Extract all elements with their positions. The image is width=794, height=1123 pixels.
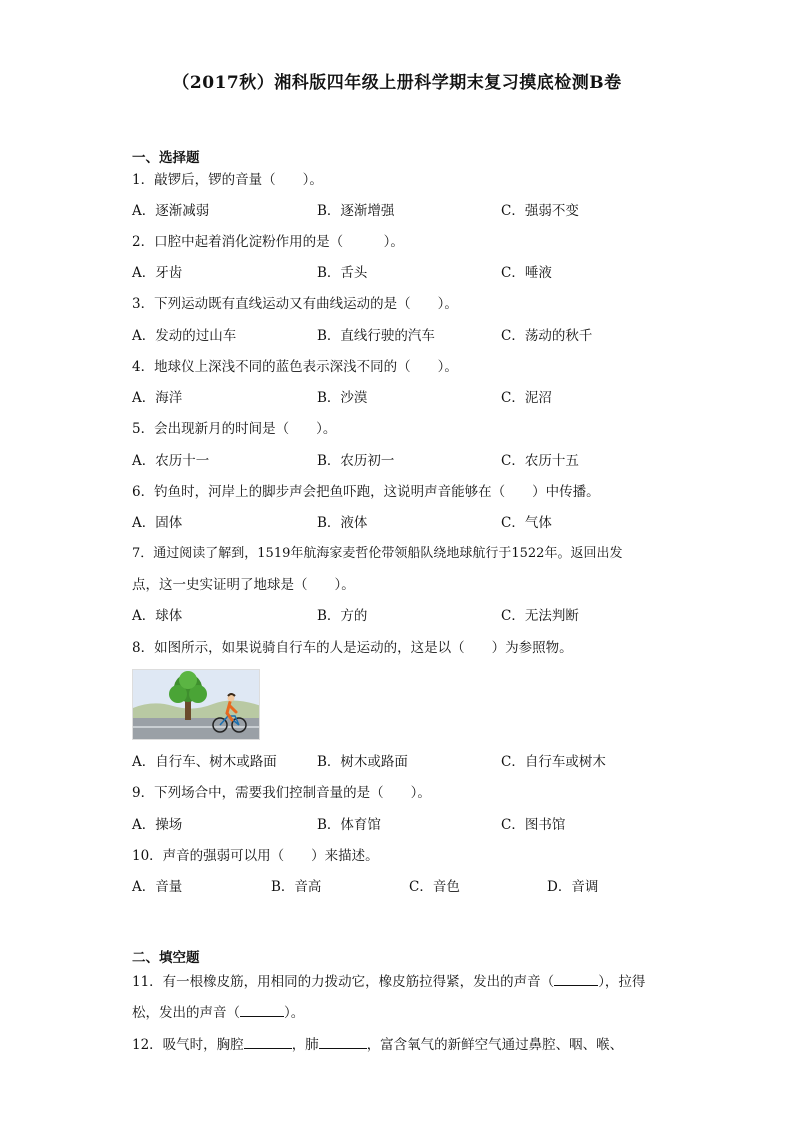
q6-option-a[interactable]: A．固体	[132, 515, 183, 531]
q7-option-c[interactable]: C．无法判断	[501, 608, 579, 624]
q12-text-b: ，肺	[291, 1037, 319, 1053]
q11-text-a: 11．有一根橡皮筋，用相同的力拨动它，橡皮筋拉得紧，发出的声音（	[132, 974, 555, 990]
question-12	[132, 1034, 662, 1055]
q1-option-a[interactable]: A．逐渐减弱	[132, 203, 210, 219]
question-11	[132, 971, 662, 992]
q3-option-c[interactable]: C．荡动的秋千	[501, 328, 593, 344]
q4-option-c[interactable]: C．泥沼	[501, 390, 552, 406]
q7-option-b[interactable]: B．方的	[317, 608, 368, 624]
question-10: 10．声音的强弱可以用（ ）来描述。	[132, 848, 379, 864]
q12-text-c: ，富含氧气的新鲜空气通过鼻腔、咽、喉、	[366, 1037, 624, 1053]
q9-option-a[interactable]: A．操场	[132, 817, 183, 833]
q4-option-a[interactable]: A．海洋	[132, 390, 183, 406]
q8-option-a[interactable]: A．自行车、树木或路面	[132, 754, 277, 770]
q8-option-c[interactable]: C．自行车或树木	[501, 754, 606, 770]
q12-blank-2[interactable]	[319, 1034, 367, 1049]
q9-option-c[interactable]: C．图书馆	[501, 817, 566, 833]
question-9: 9．下列场合中，需要我们控制音量的是（ ）。	[132, 785, 431, 801]
q2-option-a[interactable]: A．牙齿	[132, 265, 183, 281]
cyclist-illustration	[133, 670, 260, 740]
q9-option-b[interactable]: B．体育馆	[317, 817, 381, 833]
section-heading-choice: 一、选择题	[132, 150, 200, 166]
question-4: 4．地球仪上深浅不同的蓝色表示深浅不同的（ ）。	[132, 359, 458, 375]
q5-option-a[interactable]: A．农历十一	[132, 453, 210, 469]
q11-text-c: 松，发出的声音（	[132, 1005, 240, 1021]
q3-option-b[interactable]: B．直线行驶的汽车	[317, 328, 435, 344]
q10-option-b[interactable]: B．音高	[271, 879, 322, 895]
q10-option-d[interactable]: D．音调	[547, 879, 599, 895]
q7-option-a[interactable]: A．球体	[132, 608, 183, 624]
q6-option-c[interactable]: C．气体	[501, 515, 552, 531]
q2-option-c[interactable]: C．唾液	[501, 265, 552, 281]
q4-option-b[interactable]: B．沙漠	[317, 390, 368, 406]
cyclist-figure	[132, 669, 260, 740]
q5-option-c[interactable]: C．农历十五	[501, 453, 579, 469]
question-11-cont	[132, 1002, 662, 1023]
question-5: 5．会出现新月的时间是（ ）。	[132, 421, 337, 437]
q11-blank-2[interactable]	[240, 1002, 284, 1017]
page-title: （2017秋）湘科版四年级上册科学期末复习摸底检测B卷	[172, 73, 622, 93]
q11-text-b: ），拉得	[598, 974, 646, 990]
q3-option-a[interactable]: A．发动的过山车	[132, 328, 237, 344]
q10-option-a[interactable]: A．音量	[132, 879, 183, 895]
q11-blank-1[interactable]	[554, 971, 598, 986]
q5-option-b[interactable]: B．农历初一	[317, 453, 395, 469]
q12-blank-1[interactable]	[244, 1034, 292, 1049]
question-7: 7．通过阅读了解到，1519年航海家麦哲伦带领船队绕地球航行于1522年。返回出发	[132, 546, 623, 561]
q10-option-c[interactable]: C．音色	[409, 879, 460, 895]
section-heading-fill: 二、填空题	[132, 950, 200, 966]
q6-option-b[interactable]: B．液体	[317, 515, 368, 531]
question-1: 1．敲锣后，锣的音量（ ）。	[132, 172, 323, 188]
q1-option-c[interactable]: C．强弱不变	[501, 203, 579, 219]
q2-option-b[interactable]: B．舌头	[317, 265, 368, 281]
q8-option-b[interactable]: B．树木或路面	[317, 754, 408, 770]
q12-text-a: 12．吸气时，胸腔	[132, 1037, 244, 1053]
question-8: 8．如图所示，如果说骑自行车的人是运动的，这是以（ ）为参照物。	[132, 640, 573, 656]
q11-text-d: ）。	[284, 1005, 305, 1021]
question-2: 2．口腔中起着消化淀粉作用的是（ ）。	[132, 234, 404, 250]
q1-option-b[interactable]: B．逐渐增强	[317, 203, 395, 219]
question-6: 6．钓鱼时，河岸上的脚步声会把鱼吓跑，这说明声音能够在（ ）中传播。	[132, 484, 600, 500]
question-3: 3．下列运动既有直线运动又有曲线运动的是（ ）。	[132, 296, 458, 312]
question-7-cont: 点，这一史实证明了地球是（ ）。	[132, 577, 355, 593]
